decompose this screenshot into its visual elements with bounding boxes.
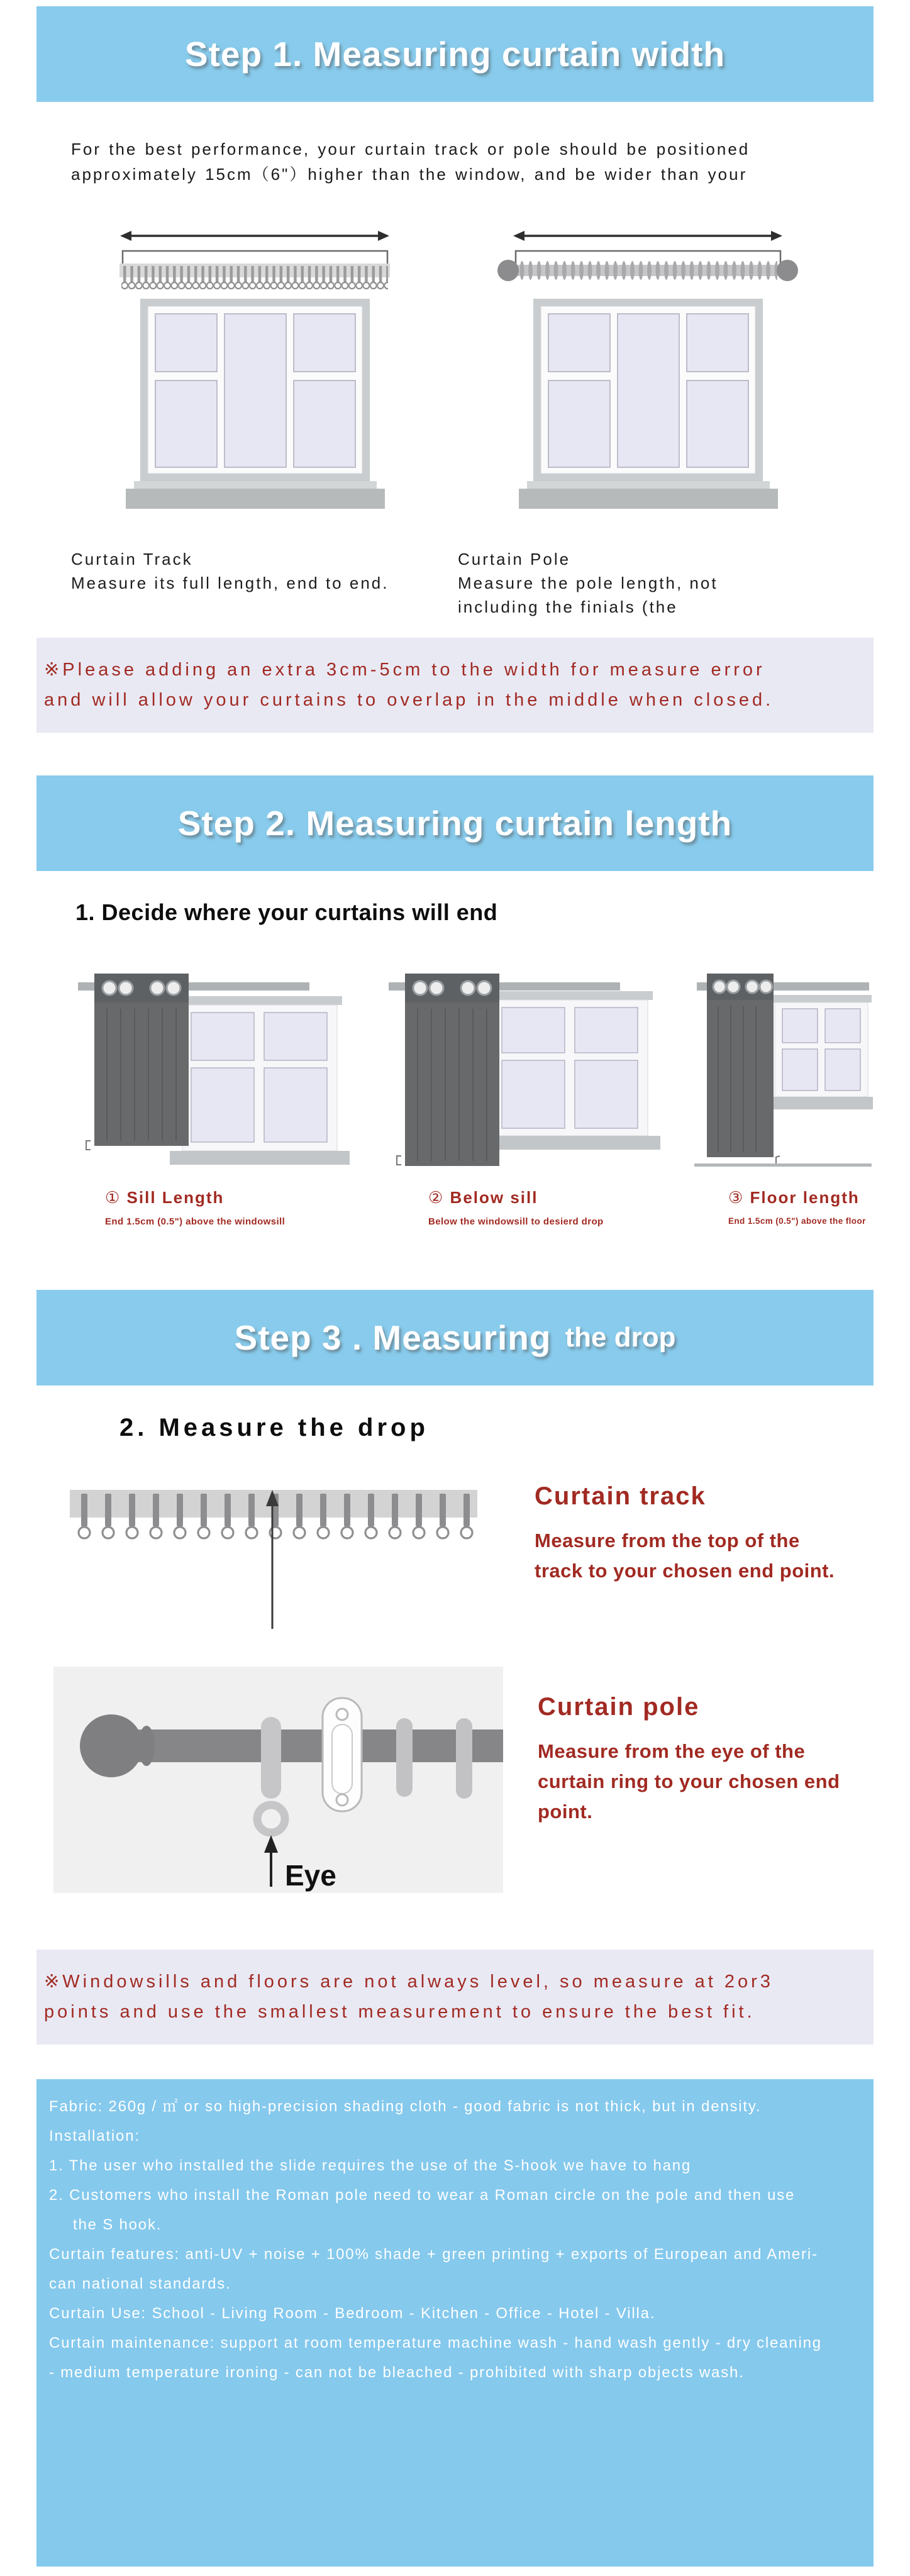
- window-graphic: [519, 299, 778, 509]
- track-measure-section: [53, 1481, 910, 1638]
- step1-diagrams: [60, 212, 910, 530]
- step3-banner: [36, 1290, 874, 1385]
- info-features-2: can national standards.: [49, 2275, 231, 2292]
- pole-desc-3: point.: [538, 1801, 593, 1823]
- curtain-track-title: Curtain Track: [71, 550, 193, 569]
- pole-desc-1: Measure from the eye of the: [538, 1740, 806, 1762]
- step1-diagram-labels: [71, 547, 910, 619]
- curtain-ring: [456, 1718, 472, 1799]
- floor-length-diagram: [692, 963, 874, 1174]
- step2-banner-title: Step 2. Measuring curtain length: [177, 804, 733, 843]
- curtain-track-label: [71, 547, 458, 619]
- curtain-pole-graphic: [497, 260, 798, 281]
- circled-1-icon: ①: [105, 1188, 121, 1207]
- floor-tick: [776, 1156, 780, 1163]
- info-install-2: 2. Customers who install the Roman pole need to wear a Roman circle on the pole and then use: [49, 2187, 796, 2204]
- info-fabric: Fabric: 260g / ㎡ or so high-precision shading cloth - good fabric is not thick, but in density.: [49, 2098, 762, 2115]
- curtain-ring-with-eye: [257, 1717, 285, 1833]
- info-install-1: 1. The user who installed the slide requires the use of the S-hook we have to hang: [49, 2157, 692, 2174]
- caption-title: Sill Length: [126, 1188, 225, 1207]
- track-desc-1: Measure from the top of the: [535, 1530, 800, 1552]
- curtain-pole-title: Curtain Pole: [458, 550, 571, 569]
- width-arrow-icon: [513, 231, 782, 241]
- window-graphic: [126, 299, 385, 509]
- width-note-line-1: ※Please adding an extra 3cm-5cm to the width for measure error: [44, 660, 765, 680]
- caption-below-sill: [381, 1188, 664, 1227]
- level-note-line-2: points and use the smallest measurement to ensure the best fit.: [44, 2002, 755, 2022]
- track-desc-2: track to your chosen end point.: [535, 1560, 835, 1582]
- pole-desc-2: curtain ring to your chosen end: [538, 1770, 840, 1792]
- pole-measure-section: [53, 1667, 910, 1915]
- caption-desc: End 1.5cm (0.5") above the floor: [728, 1216, 866, 1226]
- level-measure-note: [36, 1950, 874, 2045]
- step2-diagrams: [70, 963, 910, 1174]
- caption-desc: End 1.5cm (0.5") above the windowsill: [105, 1216, 286, 1227]
- width-note-line-2: and will allow your curtains to overlap in the middle when closed.: [44, 690, 774, 710]
- step1-intro-paragraph: [71, 136, 872, 187]
- curtain-pole-label: [458, 547, 718, 619]
- wall-bracket-graphic: [323, 1698, 362, 1811]
- window-graphic: [480, 991, 660, 1150]
- step3-banner-subtitle: the drop: [565, 1322, 676, 1353]
- curtain-track-graphic: [119, 264, 390, 292]
- step1-banner-title: Step 1. Measuring curtain width: [184, 35, 726, 74]
- caption-sill-length: [70, 1188, 353, 1227]
- info-install-2b: the S hook.: [73, 2216, 162, 2233]
- floor-line: [694, 1163, 872, 1167]
- measure-bracket: [123, 251, 387, 264]
- step2-captions: [70, 1188, 910, 1227]
- step2-banner: [36, 775, 874, 871]
- curtain-track-desc: Measure its full length, end to end.: [71, 574, 389, 592]
- circled-3-icon: ③: [728, 1188, 745, 1207]
- curtain-ring: [396, 1718, 413, 1797]
- sill-tick: [86, 1141, 91, 1150]
- window-graphic: [170, 996, 350, 1165]
- sill-length-diagram: [70, 963, 353, 1174]
- curtain-graphic: [94, 974, 189, 1146]
- info-use: Curtain Use: School - Living Room - Bedroom - Kitchen - Office - Hotel - Villa.: [49, 2305, 656, 2322]
- eye-label: Eye: [285, 1859, 336, 1892]
- track-measure-title: Curtain track: [535, 1482, 706, 1510]
- step1-banner: [36, 6, 874, 102]
- caption-title: Floor length: [750, 1188, 860, 1207]
- window-with-pole-diagram: [453, 212, 846, 530]
- intro-line-2: approximately 15cm（6"）higher than the window, and be wider than your: [71, 165, 748, 184]
- width-arrow-icon: [120, 231, 389, 241]
- pole-measure-title: Curtain pole: [538, 1693, 700, 1721]
- level-note-line-1: ※Windowsills and floors are not always level, so measure at 2or3: [44, 1972, 774, 1992]
- window-with-track-diagram: [60, 212, 453, 530]
- info-maintenance: Curtain maintenance: support at room temperature machine wash - hand wash gently - dry cleaning: [49, 2334, 822, 2351]
- info-installation: Installation:: [49, 2128, 140, 2145]
- step3-heading: 2. Measure the drop: [119, 1414, 429, 1441]
- track-measure-text: [535, 1481, 835, 1586]
- caption-title: Below sill: [450, 1188, 538, 1207]
- window-graphic: [766, 995, 873, 1109]
- caption-floor-length: [692, 1188, 874, 1227]
- curtain-pole-desc-1: Measure the pole length, not: [458, 574, 718, 592]
- curtain-graphic: [707, 974, 774, 1157]
- below-sill-diagram: [381, 963, 664, 1174]
- info-maintenance-2: - medium temperature ironing - can not be bleached - prohibited with sharp objects wash.: [49, 2364, 745, 2381]
- pole-closeup-diagram: [53, 1667, 503, 1915]
- info-features: Curtain features: anti-UV + noise + 100% shade + green printing + exports of European and Ameri-: [49, 2246, 818, 2263]
- curtain-graphic: [405, 974, 499, 1166]
- intro-line-1: For the best performance, your curtain track or pole should be positioned: [71, 140, 750, 158]
- caption-desc: Below the windowsill to desierd drop: [428, 1216, 604, 1227]
- curtain-pole-desc-2: including the finials (the: [458, 597, 678, 616]
- step3-banner-title: Step 3 . Measuring: [234, 1318, 552, 1357]
- below-sill-tick: [397, 1156, 401, 1165]
- product-info-box: [36, 2079, 874, 2567]
- step2-heading: 1. Decide where your curtains will end: [75, 899, 498, 925]
- pole-measure-text: [538, 1667, 840, 1827]
- circled-2-icon: ②: [428, 1188, 445, 1207]
- width-measure-note: [36, 638, 874, 733]
- track-closeup-diagram: [53, 1481, 497, 1638]
